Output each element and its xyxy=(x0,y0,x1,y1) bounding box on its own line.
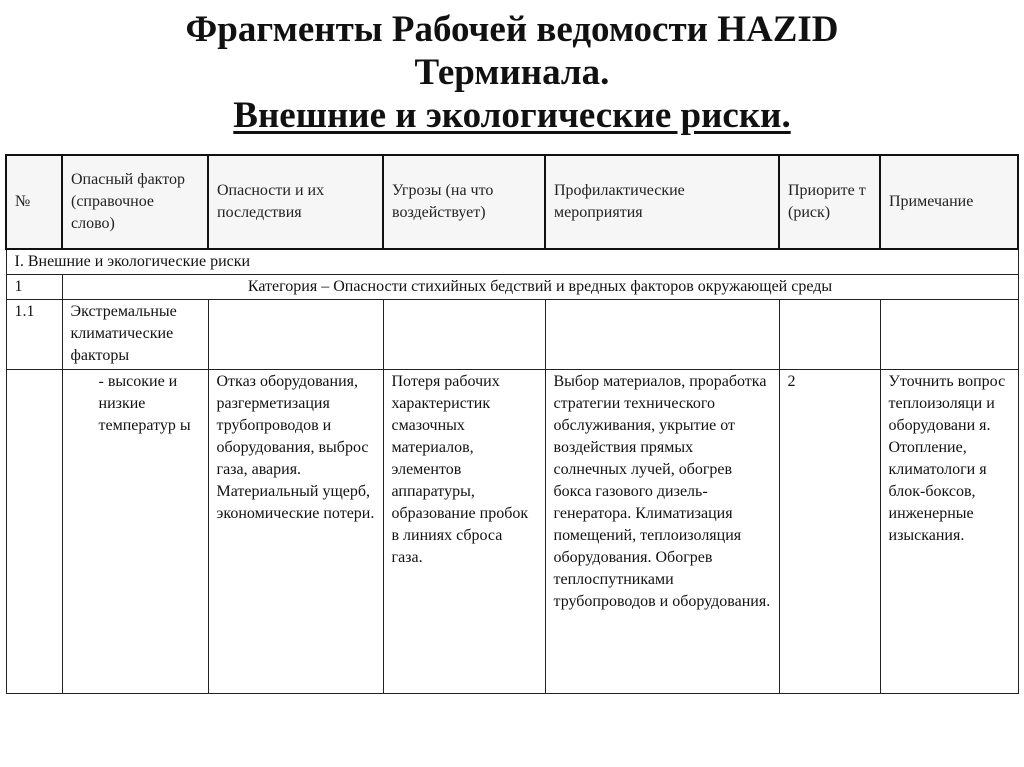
row-hazards xyxy=(208,300,383,370)
row-hazards: Отказ оборудования, разгерметизация трубопроводов и оборудования, выброс газа, авария. Материальный ущерб, экономические потери. xyxy=(208,370,383,694)
row-number: 1.1 xyxy=(6,300,62,370)
category-number: 1 xyxy=(6,275,62,300)
header-threats: Угрозы (на что воздействует) xyxy=(383,155,545,249)
row-measures xyxy=(545,300,779,370)
row-number xyxy=(6,370,62,694)
category-row xyxy=(6,275,1018,300)
row-measures: Выбор материалов, проработка стратегии технического обслуживания, укрытие от воздействия прямых солнечных лучей, обогрев бокса газового дизель-генератора. Климатизация помещений, теплоизоляция оборудования. Обогрев теплоспутниками трубопроводов и оборудования. xyxy=(545,370,779,694)
category-text: Категория – Опасности стихийных бедствий и вредных факторов окружающей среды xyxy=(62,275,1018,300)
table-row xyxy=(6,370,1018,694)
slide-title xyxy=(0,8,1024,137)
row-note: Уточнить вопрос теплоизоляци и оборудовани я. Отопление, климатологи я блок-боксов, инженерные изыскания. xyxy=(880,370,1018,694)
header-row xyxy=(6,155,1018,249)
section-title: I. Внешние и экологические риски xyxy=(6,249,1018,275)
title-line-1: Фрагменты Рабочей ведомости HAZID xyxy=(185,9,839,50)
header-hazard-factor: Опасный фактор (справочное слово) xyxy=(62,155,208,249)
header-note: Примечание xyxy=(880,155,1018,249)
row-factor: Экстремальные климатические факторы xyxy=(62,300,208,370)
hazid-table xyxy=(5,154,1019,694)
header-number: № xyxy=(6,155,62,249)
table-row xyxy=(6,300,1018,370)
title-line-3: Внешние и экологические риски. xyxy=(233,95,791,136)
header-measures: Профилактические мероприятия xyxy=(545,155,779,249)
row-factor: - высокие и низкие температур ы xyxy=(62,370,208,694)
row-threats: Потеря рабочих характеристик смазочных материалов, элементов аппаратуры, образование пробок в линиях сброса газа. xyxy=(383,370,545,694)
header-priority: Приорите т (риск) xyxy=(779,155,880,249)
row-threats xyxy=(383,300,545,370)
title-line-2: Терминала. xyxy=(414,52,610,93)
row-priority xyxy=(779,300,880,370)
row-priority: 2 xyxy=(779,370,880,694)
section-row xyxy=(6,249,1018,275)
row-note xyxy=(880,300,1018,370)
header-hazards-consequences: Опасности и их последствия xyxy=(208,155,383,249)
